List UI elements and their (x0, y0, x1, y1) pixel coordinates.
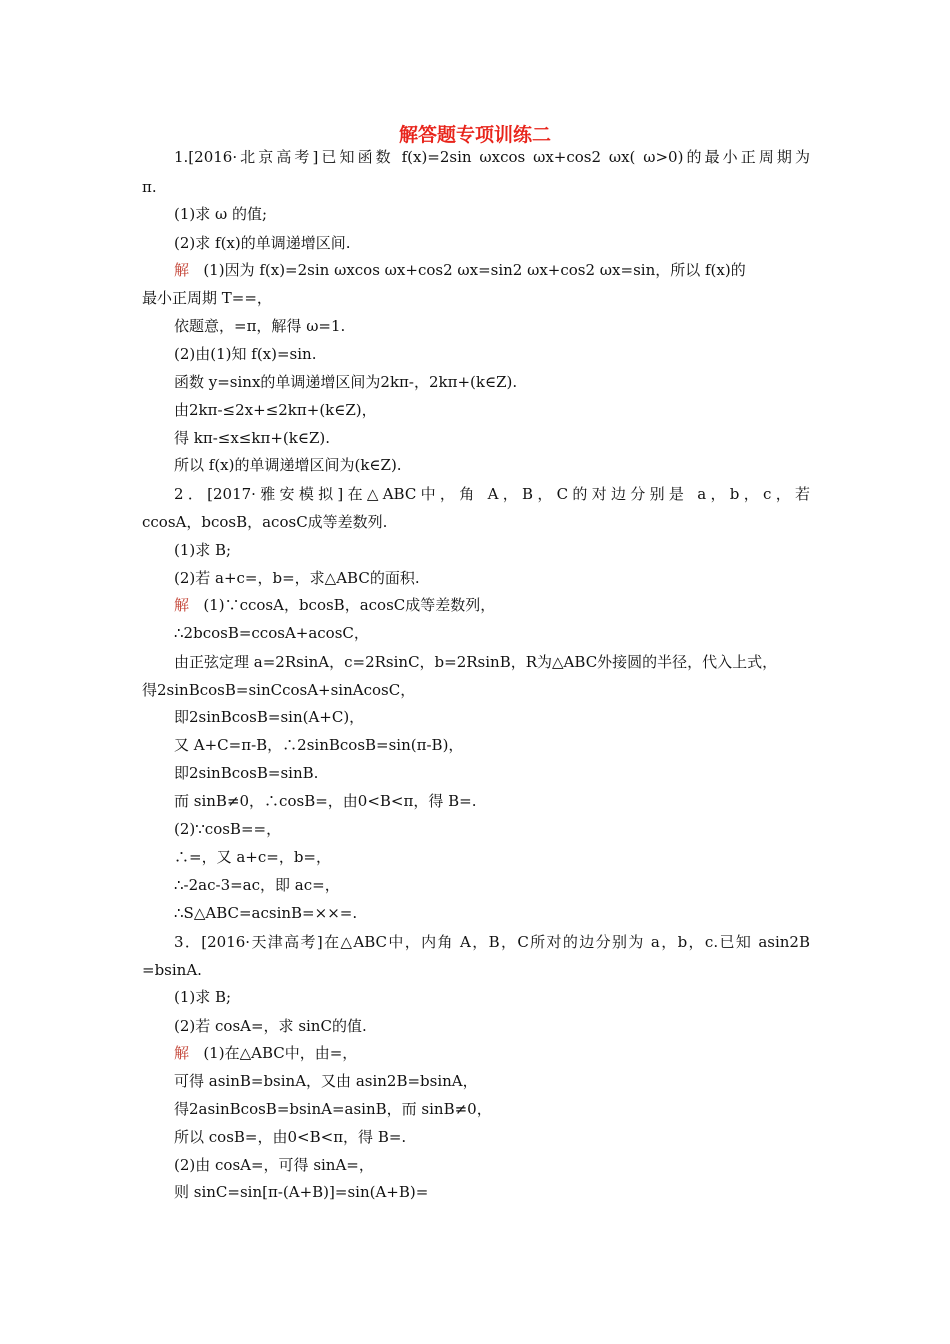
page-title: 解答题专项训练二 (398, 124, 551, 146)
text-line (174, 791, 476, 811)
text-line-content: 而 sinB≠0，∴cosB=，由0<B<π，得 B=. (174, 792, 477, 810)
text-line (142, 177, 157, 197)
text-line (174, 1182, 428, 1202)
text-line (174, 623, 369, 643)
text-line-content: 1.[2016·北京高考]已知函数 f(x)=2sin ωxcos ωx+cos2 ωx( ω>0)的最小正周期为 (174, 148, 810, 166)
text-line-content: (2)由(1)知 f(x)=sin. (174, 345, 317, 363)
text-line (174, 875, 340, 895)
text-line (174, 847, 331, 867)
text-line-content: 可得 asinB=bsinA，又由 asin2B=bsinA， (174, 1072, 478, 1090)
text-line (174, 147, 810, 167)
text-line (174, 932, 810, 952)
text-line-content: ∴2bcosB=ccosA+acosC， (174, 624, 369, 642)
text-line-content: (1)求 ω 的值; (174, 205, 268, 223)
text-line-content: π. (142, 178, 157, 196)
text-line (174, 1071, 478, 1091)
solution-label: 解 (174, 261, 190, 279)
text-line (174, 595, 495, 615)
text-line-content: 则 sinC=sin[π-(A+B)]=sin(A+B)= (174, 1183, 429, 1201)
text-line-content: 所以 cosB=，由0<B<π，得 B=. (174, 1128, 407, 1146)
text-line-content: 即2sinBcosB=sinB. (174, 764, 319, 782)
text-line-content: (1)求 B; (174, 988, 232, 1006)
text-line (174, 735, 463, 755)
text-line-content: (1)求 B; (174, 541, 232, 559)
text-line (174, 1016, 367, 1036)
text-line (174, 455, 402, 475)
text-line-content: 得 kπ-≤x≤kπ+(k∈Z). (174, 429, 330, 447)
text-line (174, 987, 231, 1007)
text-line-content: (2)求 f(x)的单调递增区间. (174, 234, 351, 252)
text-line (174, 428, 330, 448)
text-line-content: ccosA，bcosB，acosC成等差数列. (142, 513, 388, 531)
text-line (174, 707, 364, 727)
text-line-content: (2)由 cosA=，可得 sinA=， (174, 1156, 374, 1174)
text-line-content: 最小正周期 T==， (142, 289, 272, 307)
text-line (174, 819, 281, 839)
text-line (142, 512, 387, 532)
text-line (174, 233, 351, 253)
text-line (174, 1099, 492, 1119)
text-line (174, 903, 357, 923)
text-line (174, 1043, 357, 1063)
text-line (174, 763, 318, 783)
text-line (174, 400, 377, 420)
text-line (174, 652, 777, 672)
text-line-content: 2．[2017·雅安模拟]在△ABC中，角 A，B，C的对边分别是 a，b，c，若 (174, 485, 810, 503)
text-line (142, 680, 415, 700)
text-line (174, 260, 746, 280)
text-line (174, 204, 267, 224)
text-line (174, 372, 517, 392)
text-line (174, 1155, 374, 1175)
text-line-content: (1)因为 f(x)=2sin ωxcos ωx+cos2 ωx=sin2 ωx+cos2 ωx=sin，所以 f(x)的 (203, 261, 746, 279)
text-line-content: (2)∵cosB==， (174, 820, 282, 838)
text-line-content: 依题意，=π，解得 ω=1. (174, 317, 346, 335)
text-line-content: (2)若 cosA=，求 sinC的值. (174, 1017, 367, 1035)
text-line-content: 得2asinBcosB=bsinA=asinB，而 sinB≠0， (174, 1100, 492, 1118)
text-line-content: (1)在△ABC中，由=， (203, 1044, 358, 1062)
text-line-content: 由2kπ-≤2x+≤2kπ+(k∈Z)， (174, 401, 377, 419)
text-line-content: 函数 y=sinx的单调递增区间为2kπ-，2kπ+(k∈Z). (174, 373, 518, 391)
text-line-content: (1)∵ccosA，bcosB，acosC成等差数列， (203, 596, 496, 614)
solution-label: 解 (174, 1044, 190, 1062)
text-line-content: ∴-2ac-3=ac，即 ac=， (174, 876, 340, 894)
text-line (174, 568, 420, 588)
text-line (174, 1127, 406, 1147)
text-line-content: 所以 f(x)的单调递增区间为(k∈Z). (174, 456, 402, 474)
text-line-content: 得2sinBcosB=sinCcosA+sinAcosC， (142, 681, 416, 699)
text-line (174, 540, 231, 560)
text-line-content: (2)若 a+c=，b=，求△ABC的面积. (174, 569, 420, 587)
solution-label: 解 (174, 596, 190, 614)
text-line-content: =bsinA. (142, 961, 202, 979)
text-line (142, 288, 272, 308)
text-line-content: ∴S△ABC=acsinB=××=. (174, 904, 358, 922)
text-line-content: 即2sinBcosB=sin(A+C)， (174, 708, 365, 726)
text-line (174, 484, 810, 504)
text-line (174, 344, 316, 364)
text-line-content: 3．[2016·天津高考]在△ABC中，内角 A，B，C所对的边分别为 a，b，c.已知 asin2B (174, 933, 810, 951)
text-line (142, 960, 202, 980)
text-line-content: 又 A+C=π-B，∴2sinBcosB=sin(π-B)， (174, 736, 464, 754)
text-line (174, 316, 345, 336)
text-line-content: 由正弦定理 a=2RsinA，c=2RsinC，b=2RsinB，R为△ABC外接圆的半径，代入上式， (174, 653, 778, 671)
text-line-content: ∴=，又 a+c=，b=， (174, 848, 331, 866)
